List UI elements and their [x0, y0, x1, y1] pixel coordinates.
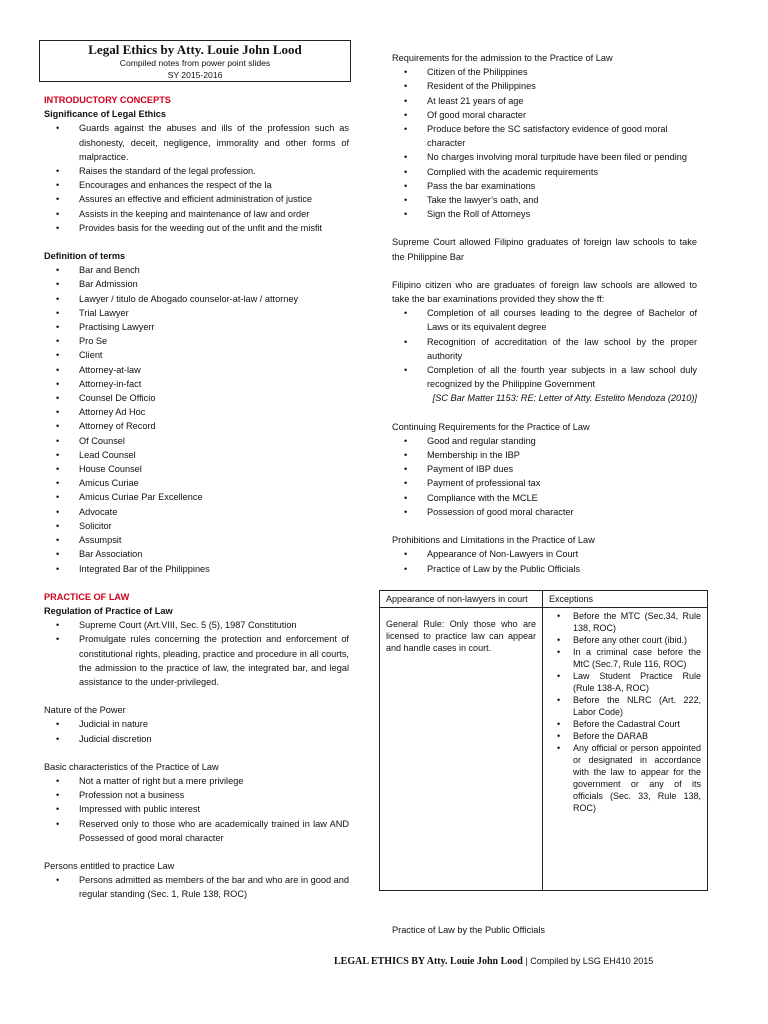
filipino-list: [392, 306, 697, 391]
list-item: • Pass the bar examinations: [392, 179, 697, 193]
footer-separator: |: [522, 956, 531, 966]
list-item: • Payment of IBP dues: [392, 462, 697, 476]
title-box: [39, 40, 351, 82]
list-item: • Guards against the abuses and ills of the profession such as dishonesty, deceit, negligence, immorality and other forms of malpractice.: [44, 121, 349, 164]
sc-paragraph: Supreme Court allowed Filipino graduates of foreign law schools to take the Philippine Bar: [392, 237, 697, 262]
table-header-appearance: Appearance of non-lawyers in court: [380, 591, 543, 608]
list-item: • Provides basis for the weeding out of the unfit and the misfit: [44, 221, 349, 235]
list-item: • Take the lawyer’s oath, and: [392, 193, 697, 207]
list-item: • Assists in the keeping and maintenance of law and order: [44, 207, 349, 221]
list-item: • Supreme Court (Art.VIII, Sec. 5 (5), 1987 Constitution: [44, 618, 349, 632]
list-item: • Integrated Bar of the Philippines: [44, 562, 349, 576]
list-item: • Attorney of Record: [44, 419, 349, 433]
persons-heading: Persons entitled to practice Law: [44, 860, 175, 871]
left-column: [44, 93, 349, 902]
general-rule-cell: General Rule: Only those who are licensed to practice law can appear and handle cases in court.: [380, 608, 543, 891]
document-subtitle: Compiled notes from power point slides: [119, 58, 271, 68]
list-item: • In a criminal case before the MtC (Sec.7, Rule 116, ROC): [549, 646, 701, 670]
list-item: • Resident of the Philippines: [392, 79, 697, 93]
list-item: • Completion of all the fourth year subjects in a law school duly recognized by the Philippine Government: [392, 363, 697, 391]
school-year: SY 2015-2016: [167, 70, 223, 80]
list-item: • Trial Lawyer: [44, 306, 349, 320]
exceptions-list: [549, 610, 701, 814]
list-item: • Recognition of accreditation of the law school by the proper authority: [392, 335, 697, 363]
list-item: • Lead Counsel: [44, 448, 349, 462]
prohibitions-list: [392, 547, 697, 575]
list-item: • Payment of professional tax: [392, 476, 697, 490]
basic-list: [44, 774, 349, 845]
continuing-heading: Continuing Requirements for the Practice of Law: [392, 421, 590, 432]
list-item: • Before any other court (ibid.): [549, 634, 701, 646]
list-item: • Reserved only to those who are academically trained in law AND Possessed of good moral character: [44, 817, 349, 845]
nature-list: [44, 717, 349, 745]
list-item: • Pro Se: [44, 334, 349, 348]
list-item: • Of Counsel: [44, 434, 349, 448]
list-item: • Before the NLRC (Art. 222, Labor Code): [549, 694, 701, 718]
bottom-note: Practice of Law by the Public Officials: [392, 925, 546, 935]
list-item: • Practice of Law by the Public Officials: [392, 562, 697, 576]
list-item: • Bar Admission: [44, 277, 349, 291]
footer: [334, 954, 653, 969]
list-item: • Complied with the academic requirements: [392, 165, 697, 179]
list-item: • Advocate: [44, 505, 349, 519]
list-item: • Before the MTC (Sec.34, Rule 138, ROC): [549, 610, 701, 634]
list-item: • Assures an effective and efficient administration of justice: [44, 192, 349, 206]
practice-heading: PRACTICE OF LAW: [44, 591, 130, 602]
list-item: • Bar and Bench: [44, 263, 349, 277]
list-item: • Compliance with the MCLE: [392, 491, 697, 505]
footer-credit: Compiled by LSG EH410 2015: [530, 956, 654, 966]
intro-heading: INTRODUCTORY CONCEPTS: [44, 95, 171, 105]
prohibitions-heading: Prohibitions and Limitations in the Practice of Law: [392, 535, 595, 546]
definition-heading: Definition of terms: [44, 251, 126, 262]
definition-list: [44, 263, 349, 575]
list-item: • No charges involving moral turpitude have been filed or pending: [392, 150, 697, 164]
list-item: • Attorney-at-law: [44, 363, 349, 377]
list-item: • Attorney Ad Hoc: [44, 405, 349, 419]
basic-heading: Basic characteristics of the Practice of Law: [44, 761, 219, 772]
nature-heading: Nature of the Power: [44, 705, 126, 716]
table-header-exceptions: Exceptions: [543, 591, 708, 608]
list-item: • House Counsel: [44, 462, 349, 476]
list-item: • Solicitor: [44, 519, 349, 533]
list-item: • Profession not a business: [44, 788, 349, 802]
list-item: • Possession of good moral character: [392, 505, 697, 519]
filipino-citation: [SC Bar Matter 1153: RE: Letter of Atty. Estelito Mendoza (2010)]: [432, 393, 697, 404]
list-item: • Citizen of the Philippines: [392, 65, 697, 79]
list-item: • Produce before the SC satisfactory evidence of good moral character: [392, 122, 697, 150]
list-item: • Encourages and enhances the respect of the la: [44, 178, 349, 192]
continuing-list: [392, 434, 697, 519]
list-item: • Completion of all courses leading to the degree of Bachelor of Laws or its equivalent degree: [392, 306, 697, 334]
significance-heading: Significance of Legal Ethics: [44, 109, 167, 120]
exceptions-cell: [543, 608, 708, 891]
list-item: • At least 21 years of age: [392, 94, 697, 108]
list-item: • Assumpsit: [44, 533, 349, 547]
list-item: • Membership in the IBP: [392, 448, 697, 462]
requirements-list: [392, 65, 697, 221]
non-lawyers-table: [379, 590, 708, 891]
list-item: • Client: [44, 348, 349, 362]
footer-title: LEGAL ETHICS BY Atty. Louie John Lood: [334, 956, 523, 967]
list-item: • Good and regular standing: [392, 434, 697, 448]
list-item: • Persons admitted as members of the bar and who are in good and regular standing (Sec. 1, Rule 138, ROC): [44, 873, 349, 901]
list-item: • Promulgate rules concerning the protection and enforcement of constitutional rights, pleading, practice and procedure in all courts, the admission to the practice of law, the integrated bar, and legal assistance to the under-privileged.: [44, 632, 349, 689]
list-item: • Impressed with public interest: [44, 802, 349, 816]
list-item: • Attorney-in-fact: [44, 377, 349, 391]
list-item: • Appearance of Non-Lawyers in Court: [392, 547, 697, 561]
right-column: [392, 51, 697, 576]
list-item: • Sign the Roll of Attorneys: [392, 207, 697, 221]
list-item: • Judicial discretion: [44, 732, 349, 746]
list-item: • Before the Cadastral Court: [549, 718, 701, 730]
list-item: • Practising Lawyerr: [44, 320, 349, 334]
persons-list: [44, 873, 349, 901]
regulation-list: [44, 618, 349, 689]
list-item: • Amicus Curiae: [44, 476, 349, 490]
regulation-heading: Regulation of Practice of Law: [44, 605, 173, 616]
list-item: • Any official or person appointed or designated in accordance with the law to appear for the government or any of its officials (Sec. 33, Rule 138, ROC): [549, 742, 701, 814]
list-item: • Raises the standard of the legal profession.: [44, 164, 349, 178]
filipino-paragraph: Filipino citizen who are graduates of foreign law schools are allowed to take the bar examinations provided they show the ff:: [392, 279, 697, 305]
list-item: • Judicial in nature: [44, 717, 349, 731]
list-item: • Not a matter of right but a mere privilege: [44, 774, 349, 788]
document-title: Legal Ethics by Atty. Louie John Lood: [88, 42, 302, 57]
list-item: • Lawyer / titulo de Abogado counselor-at-law / attorney: [44, 292, 349, 306]
list-item: • Counsel De Officio: [44, 391, 349, 405]
list-item: • Of good moral character: [392, 108, 697, 122]
list-item: • Amicus Curiae Par Excellence: [44, 490, 349, 504]
significance-list: [44, 121, 349, 235]
list-item: • Before the DARAB: [549, 730, 701, 742]
list-item: • Law Student Practice Rule (Rule 138-A, ROC): [549, 670, 701, 694]
list-item: • Bar Association: [44, 547, 349, 561]
requirements-heading: Requirements for the admission to the Practice of Law: [392, 53, 613, 63]
